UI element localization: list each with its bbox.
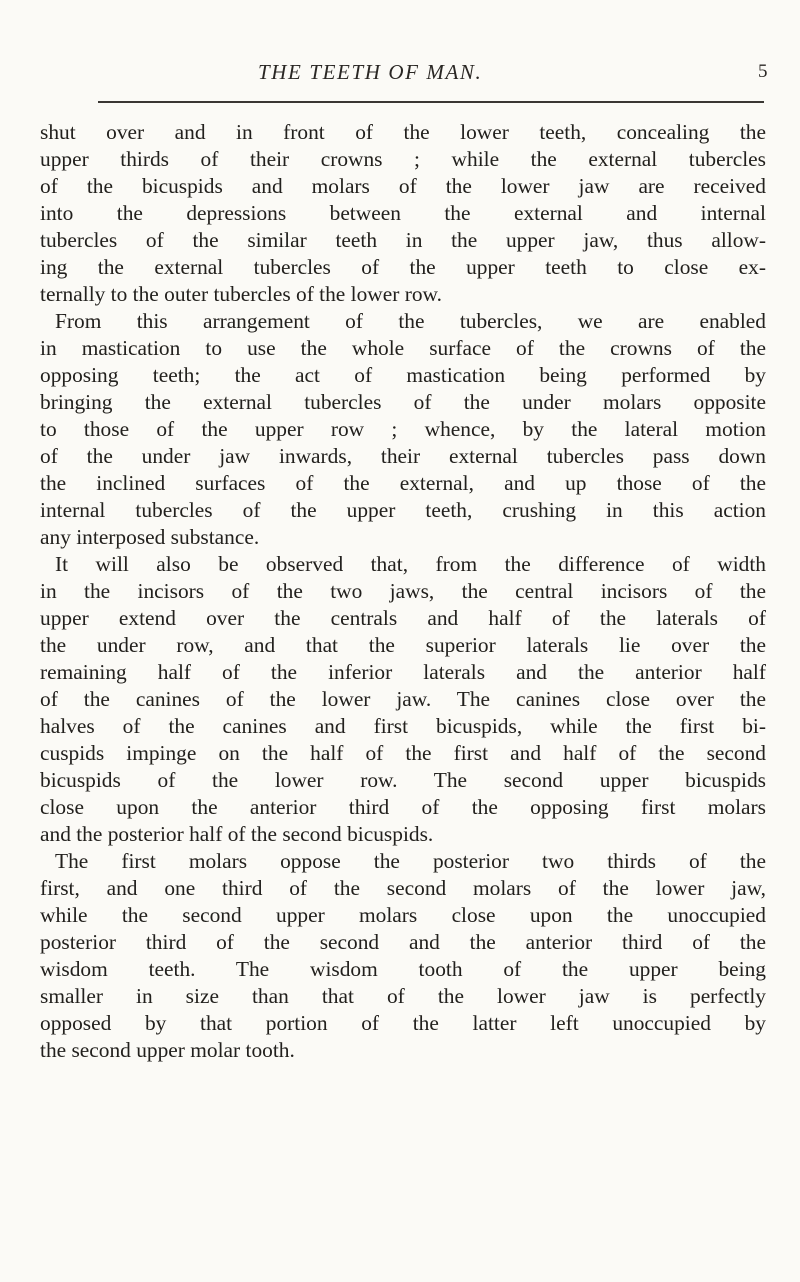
text-line: remaining half of the inferior laterals and the anterior half (40, 660, 766, 684)
text-line: to those of the upper row ; whence, by the lateral motion (40, 417, 766, 441)
body-text (40, 119, 766, 1064)
text-line: wisdom teeth. The wisdom tooth of the upper being (40, 957, 766, 981)
text-line: posterior third of the second and the anterior third of the (40, 930, 766, 954)
text-line: into the depressions between the external and internal (40, 201, 766, 225)
text-line: while the second upper molars close upon the unoccupied (40, 903, 766, 927)
text-line: of the bicuspids and molars of the lower jaw are received (40, 174, 766, 198)
running-head (0, 60, 800, 88)
running-title: THE TEETH OF MAN. (258, 60, 483, 84)
text-line: close upon the anterior third of the opposing first molars (40, 795, 766, 819)
text-line: tubercles of the similar teeth in the upper jaw, thus allow- (40, 228, 766, 252)
text-line: upper extend over the centrals and half of the laterals of (40, 606, 766, 630)
text-line: It will also be observed that, from the difference of width (55, 552, 766, 576)
text-line: in mastication to use the whole surface of the crowns of the (40, 336, 766, 360)
text-line: shut over and in front of the lower teeth, concealing the (40, 120, 766, 144)
text-line: the second upper molar tooth. (40, 1038, 295, 1062)
text-line: in the incisors of the two jaws, the central incisors of the (40, 579, 766, 603)
text-line: ternally to the outer tubercles of the lower row. (40, 282, 442, 306)
text-line: ing the external tubercles of the upper teeth to close ex- (40, 255, 766, 279)
text-line: any interposed substance. (40, 525, 260, 549)
text-line: The first molars oppose the posterior two thirds of the (55, 849, 766, 873)
text-line: the inclined surfaces of the external, and up those of the (40, 471, 766, 495)
text-line: opposed by that portion of the latter left unoccupied by (40, 1011, 766, 1035)
text-line: of the canines of the lower jaw. The canines close over the (40, 687, 766, 711)
text-line: and the posterior half of the second bicuspids. (40, 822, 434, 846)
text-line: cuspids impinge on the half of the first and half of the second (40, 741, 766, 765)
text-line: bicuspids of the lower row. The second upper bicuspids (40, 768, 766, 792)
header-rule (98, 101, 764, 103)
text-line: internal tubercles of the upper teeth, crushing in this action (40, 498, 766, 522)
text-line: first, and one third of the second molars of the lower jaw, (40, 876, 766, 900)
text-line: opposing teeth; the act of mastication being performed by (40, 363, 766, 387)
text-line: the under row, and that the superior laterals lie over the (40, 633, 766, 657)
text-line: bringing the external tubercles of the under molars opposite (40, 390, 766, 414)
page-number: 5 (758, 61, 768, 82)
text-line: halves of the canines and first bicuspids, while the first bi- (40, 714, 766, 738)
text-line: upper thirds of their crowns ; while the external tubercles (40, 147, 766, 171)
text-line: of the under jaw inwards, their external tubercles pass down (40, 444, 766, 468)
text-line: From this arrangement of the tubercles, we are enabled (55, 309, 766, 333)
text-line: smaller in size than that of the lower jaw is perfectly (40, 984, 766, 1008)
